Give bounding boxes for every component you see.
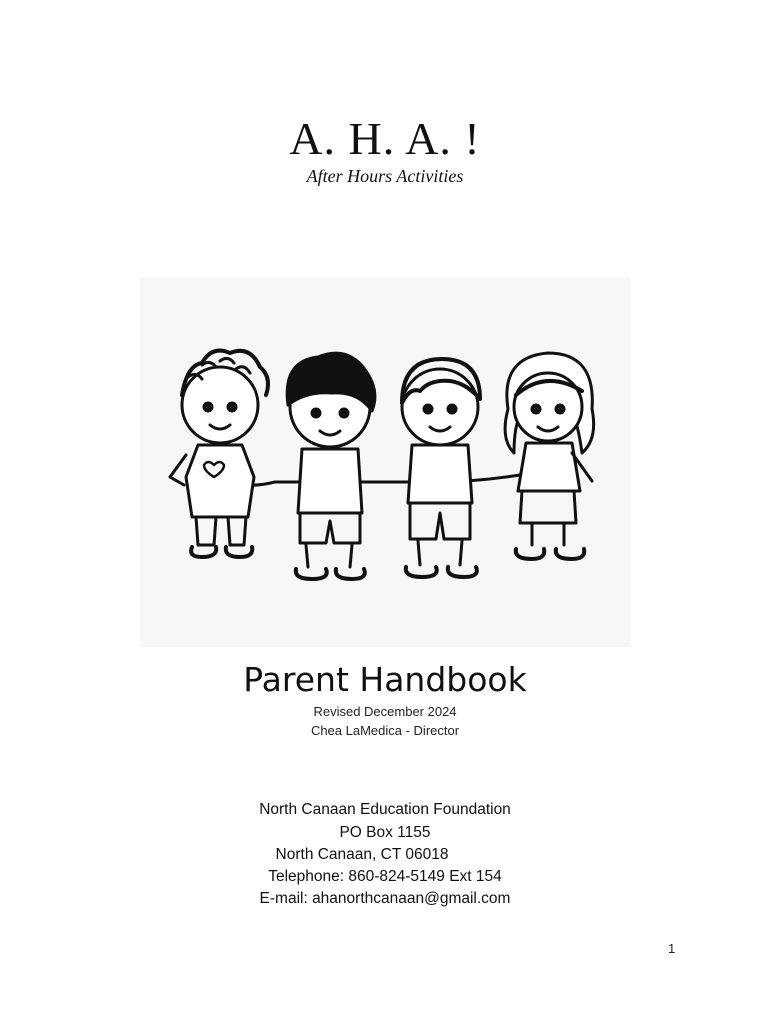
po-box: PO Box 1155 bbox=[339, 824, 431, 841]
telephone-line: Telephone: 860-824-5149 Ext 154 bbox=[268, 868, 502, 885]
email-line: E-mail: ahanorthcanaan@gmail.com bbox=[259, 890, 511, 907]
page-title: A. H. A. ! bbox=[289, 113, 481, 164]
child-1-figure bbox=[170, 351, 268, 557]
director-line: Chea LaMedica - Director bbox=[310, 723, 460, 738]
page-number: 1 bbox=[668, 941, 676, 956]
org-name: North Canaan Education Foundation bbox=[259, 801, 511, 818]
child-3-figure bbox=[402, 359, 480, 577]
child-4-figure bbox=[505, 353, 594, 559]
handbook-heading: Parent Handbook bbox=[243, 660, 527, 699]
page-subtitle: After Hours Activities bbox=[306, 166, 464, 186]
children-holding-hands-icon bbox=[140, 277, 630, 647]
revised-date: Revised December 2024 bbox=[313, 704, 457, 719]
child-2-figure bbox=[287, 353, 375, 579]
city-line: North Canaan, CT 06018 bbox=[275, 846, 449, 863]
